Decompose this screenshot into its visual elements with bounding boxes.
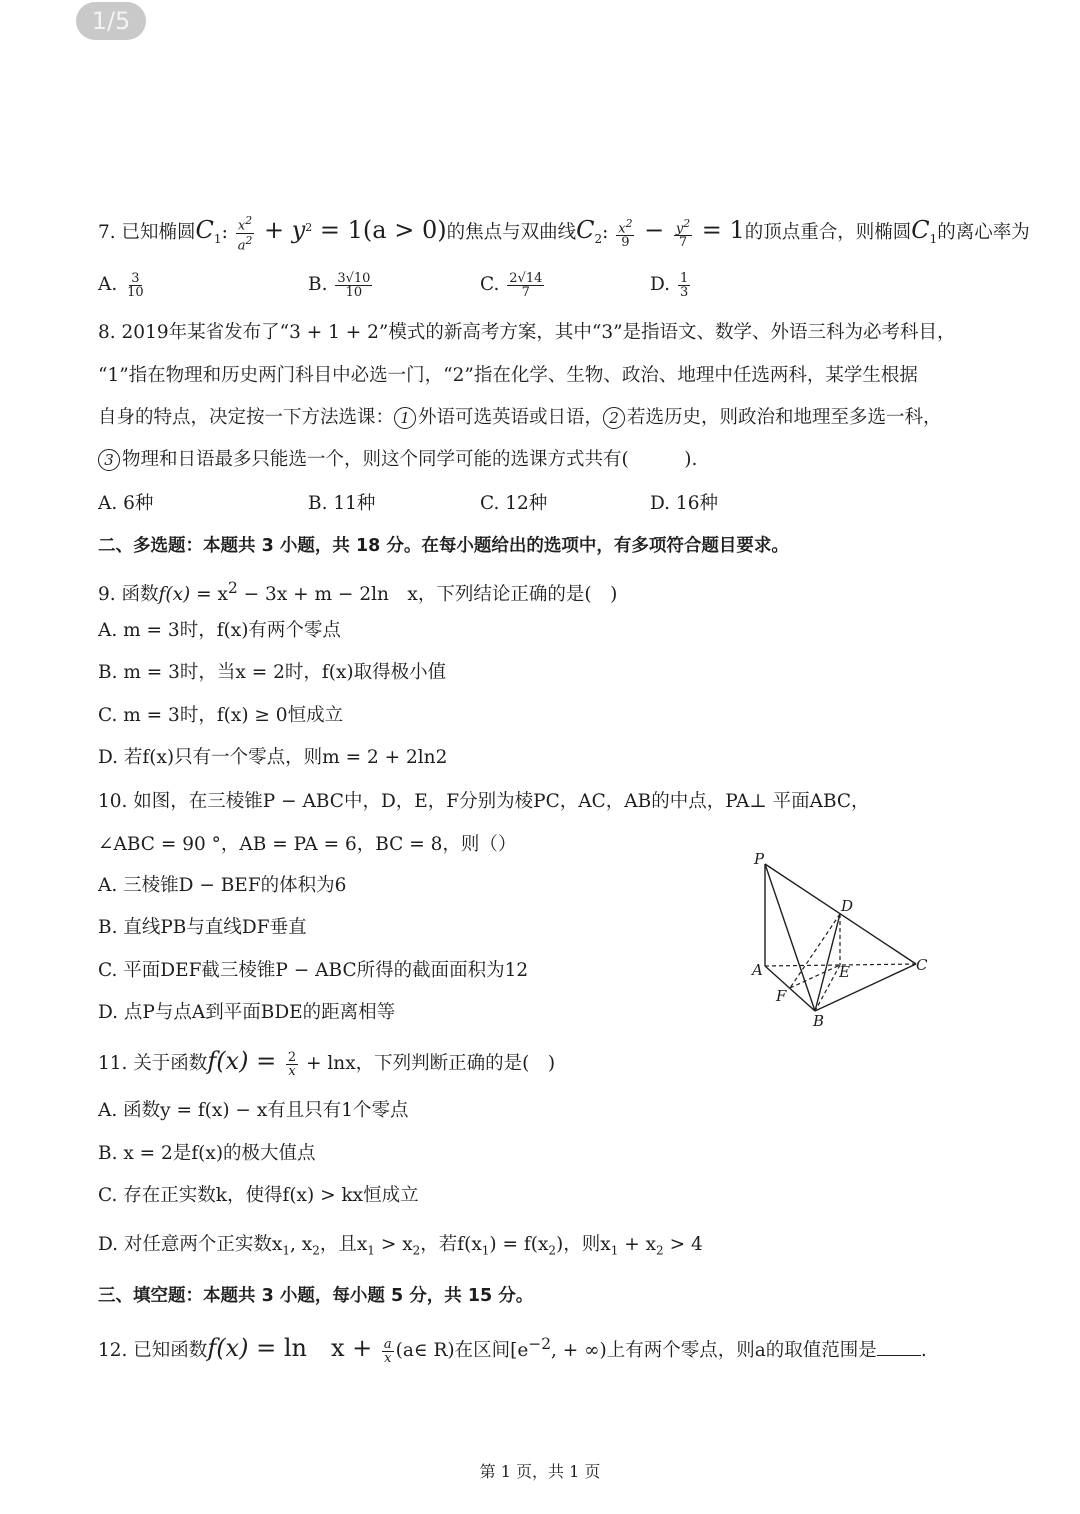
- q7-eq2: = 1: [694, 216, 745, 245]
- section-3-heading: 三、填空题：本题共 3 小题，每小题 5 分，共 15 分。: [98, 1286, 534, 1306]
- q11-d-s8: 2: [656, 1243, 664, 1258]
- question-10-line2: ∠ABC = 90 °，AB = PA = 6，BC = 8，则（）: [98, 834, 517, 855]
- q7-frac-a: a: [237, 237, 246, 253]
- edge-bc: [815, 964, 916, 1011]
- q7-option-c-num: 2√14: [509, 270, 543, 286]
- question-11-stem: [98, 1046, 990, 1079]
- question-8-options: [98, 489, 990, 519]
- q11-d-i: > 4: [663, 1234, 703, 1255]
- q7-option-c-frac: [507, 272, 544, 299]
- q12-post: , + ∞)上有两个零点，则a的取值范围是: [551, 1340, 877, 1362]
- q7-c2-sub: 2: [594, 231, 603, 246]
- q7-option-a-den: 10: [127, 284, 144, 300]
- q9-stem-b: = x: [190, 584, 228, 606]
- q11-fx: f(x): [207, 1047, 249, 1075]
- q7-option-a[interactable]: [98, 270, 308, 300]
- q7-option-a-frac: [125, 272, 146, 299]
- q7-h9: 9: [621, 235, 630, 251]
- tetrahedron-figure: [748, 848, 938, 1033]
- q11-option-a[interactable]: A. 函数y = f(x) − x有且只有1个零点: [98, 1100, 409, 1121]
- q12-frac-den: x: [384, 1350, 392, 1366]
- q10-option-b[interactable]: B. 直线PB与直线DF垂直: [98, 917, 307, 938]
- q8-option-c[interactable]: C. 12种: [480, 493, 548, 514]
- q7-option-d-frac: [678, 272, 690, 299]
- q9-option-c[interactable]: C. m = 3时，f(x) ≥ 0恒成立: [98, 705, 344, 726]
- q10-option-d[interactable]: D. 点P与点A到平面BDE的距离相等: [98, 1002, 396, 1023]
- q7-option-d-den: 3: [679, 284, 689, 300]
- q11-frac-den: x: [288, 1063, 296, 1079]
- question-7-stem: [98, 213, 1030, 254]
- edge-eb-hidden: [815, 965, 840, 1011]
- q7-frac-x-sup: 2: [245, 214, 253, 228]
- q7-text: 7. 已知椭圆: [98, 222, 196, 244]
- q11-d-s3: 1: [367, 1243, 375, 1258]
- q11-d-e: ，若f(x: [420, 1234, 482, 1255]
- q12-end: .: [920, 1340, 927, 1362]
- q11-d-s2: 2: [312, 1243, 320, 1258]
- q12-frac: [382, 1338, 394, 1365]
- q7-option-d-label: D.: [650, 274, 676, 295]
- answer-blank[interactable]: [877, 1337, 921, 1356]
- q9-stem-c: − 3x + m − 2ln x，下列结论正确的是( ): [237, 584, 618, 606]
- q7-post: 的顶点重合，则椭圆: [744, 222, 912, 244]
- circled-1-icon: 1: [394, 407, 416, 429]
- q8-option-b[interactable]: B. 11种: [308, 493, 376, 514]
- q7-c1b-sub: 1: [929, 231, 938, 246]
- q11-d-s5: 1: [481, 1243, 490, 1258]
- q8-line4-text: 物理和日语最多只能选一个，则这个同学可能的选课方式共有( ).: [122, 449, 698, 470]
- q11-option-c[interactable]: C. 存在正实数k，使得f(x) > kx恒成立: [98, 1185, 419, 1206]
- q11-d-f: ) = f(x: [489, 1234, 549, 1255]
- q7-mid: 的焦点与双曲线: [446, 222, 577, 244]
- q11-d-d: > x: [374, 1234, 413, 1255]
- q12-sup: −2: [528, 1335, 551, 1353]
- question-12-stem: [98, 1329, 990, 1366]
- circled-2-icon: 2: [603, 407, 625, 429]
- section-2-heading: 二、多选题：本题共 3 小题，共 18 分。在每小题给出的选项中，有多项符合题目要求。: [98, 536, 789, 556]
- label-p: P: [754, 850, 765, 868]
- question-8-line3: [98, 403, 990, 433]
- q7-option-a-label: A.: [98, 274, 124, 295]
- q7-option-b-num: 3√10: [337, 270, 371, 286]
- q8-option-a[interactable]: A. 6种: [98, 493, 154, 514]
- q12-frac-num: a: [383, 1336, 392, 1352]
- q7-h7: 7: [678, 235, 688, 251]
- q7-frac-hy: [674, 217, 692, 249]
- q11-option-b[interactable]: B. x = 2是f(x)的极大值点: [98, 1143, 316, 1164]
- edge-df-hidden: [790, 914, 840, 988]
- q7-option-b-frac: [335, 272, 372, 299]
- q7-tail: 的离心率为: [937, 222, 1030, 244]
- q7-option-d[interactable]: [650, 270, 692, 300]
- q7-c1b: C: [911, 216, 930, 245]
- q11-d-g: )，则x: [556, 1234, 611, 1255]
- q7-c1: C: [195, 216, 214, 245]
- q8-option-d[interactable]: D. 16种: [650, 493, 718, 514]
- label-c: C: [916, 956, 928, 974]
- q8-line3-b: 外语可选英语或日语，: [418, 407, 604, 428]
- q7-hy: y: [675, 221, 684, 237]
- q7-frac-x: x: [237, 218, 246, 234]
- q7-c1-sub: 1: [213, 231, 222, 246]
- q7-option-c[interactable]: [480, 270, 650, 300]
- q12-eq: = ln x +: [248, 1334, 380, 1363]
- q7-hx-sup: 2: [625, 217, 633, 230]
- q7-option-c-label: C.: [480, 274, 506, 295]
- label-b: B: [813, 1012, 825, 1030]
- question-9-stem: [98, 573, 990, 610]
- q7-option-a-num: 3: [131, 270, 140, 286]
- q8-line3-a: 自身的特点，决定按一下方法选课：: [98, 407, 395, 428]
- q7-y-sup: 2: [305, 221, 313, 234]
- page-footer: 第 1 页，共 1 页: [479, 1462, 601, 1481]
- q9-sup: 2: [227, 579, 238, 597]
- edge-db: [815, 914, 840, 1011]
- q11-d-s7: 1: [610, 1243, 619, 1258]
- label-d: D: [841, 897, 854, 915]
- q12-pre: 12. 已知函数: [98, 1340, 208, 1362]
- q12-fx: f(x): [207, 1334, 249, 1363]
- q7-frac-hx: [616, 217, 634, 249]
- q10-option-c[interactable]: C. 平面DEF截三棱锥P − ABC所得的截面面积为12: [98, 960, 529, 981]
- q11-d-s6: 2: [548, 1243, 557, 1258]
- q7-frac-ellipse: [236, 214, 255, 252]
- q7-eq1: = 1(a > 0): [312, 216, 447, 245]
- q7-option-b-label: B.: [308, 274, 334, 295]
- label-f: F: [776, 987, 787, 1005]
- q9-option-a[interactable]: A. m = 3时，f(x)有两个零点: [98, 620, 341, 641]
- q11-pre: 11. 关于函数: [98, 1053, 208, 1074]
- q11-d-a: D. 对任意两个正实数x: [98, 1234, 283, 1255]
- q11-frac-num: 2: [287, 1049, 297, 1065]
- q11-d-s4: 2: [412, 1243, 421, 1258]
- q7-hx: x: [618, 221, 626, 237]
- q11-d-c: ，且x: [319, 1234, 368, 1255]
- q7-minus: −: [636, 216, 672, 245]
- q9-stem-a: 9. 函数: [98, 584, 159, 606]
- q9-option-d[interactable]: D. 若f(x)只有一个零点，则m = 2 + 2ln2: [98, 747, 448, 768]
- q7-option-b[interactable]: [308, 270, 480, 300]
- q10-option-a[interactable]: A. 三棱锥D − BEF的体积为6: [98, 875, 347, 896]
- q11-option-d[interactable]: [98, 1230, 990, 1266]
- circled-3-icon: 3: [98, 449, 120, 471]
- edge-fe-hidden: [790, 965, 840, 988]
- q11-frac: [286, 1051, 298, 1078]
- question-7-options: [98, 270, 990, 300]
- q7-colon2: :: [602, 222, 615, 244]
- q7-hy-sup: 2: [683, 217, 691, 230]
- page-indicator[interactable]: 1/5: [76, 2, 146, 40]
- q7-option-b-den: 10: [345, 284, 363, 300]
- q11-post: + lnx，下列判断正确的是( ): [300, 1053, 556, 1074]
- label-a: A: [752, 961, 763, 979]
- q9-option-b[interactable]: B. m = 3时，当x = 2时，f(x)取得极小值: [98, 662, 447, 683]
- q12-mid: (a∈ R)在区间[e: [395, 1340, 529, 1362]
- q7-option-c-den: 7: [521, 284, 530, 300]
- question-8-line2: “1”指在物理和历史两门科目中必选一门，“2”指在化学、生物、政治、地理中任选两科，某学生根据: [98, 365, 918, 386]
- q11-d-s1: 1: [282, 1243, 291, 1258]
- q11-eq: =: [248, 1047, 284, 1075]
- q7-plus-y: + y: [256, 216, 306, 245]
- q11-d-h: + x: [618, 1234, 657, 1255]
- q8-line3-c: 若选历史，则政治和地理至多选一科，: [627, 407, 942, 428]
- q11-d-b: , x: [290, 1234, 313, 1255]
- q7-c2: C: [576, 216, 595, 245]
- q7-colon: :: [221, 222, 234, 244]
- question-10-line1: 10. 如图，在三棱锥P − ABC中，D，E，F分别为棱PC，AC，AB的中点，PA⊥ 平面ABC，: [98, 791, 870, 812]
- q7-option-d-num: 1: [679, 270, 689, 286]
- q7-frac-a-sup: 2: [245, 233, 253, 247]
- label-e: E: [839, 963, 850, 981]
- question-8-line1: 8. 2019年某省发布了“3 + 1 + 2”模式的新高考方案，其中“3”是指语文、数学、外语三科为必考科目，: [98, 322, 956, 343]
- q9-fx: f(x): [158, 584, 191, 606]
- question-8-line4: [98, 445, 990, 475]
